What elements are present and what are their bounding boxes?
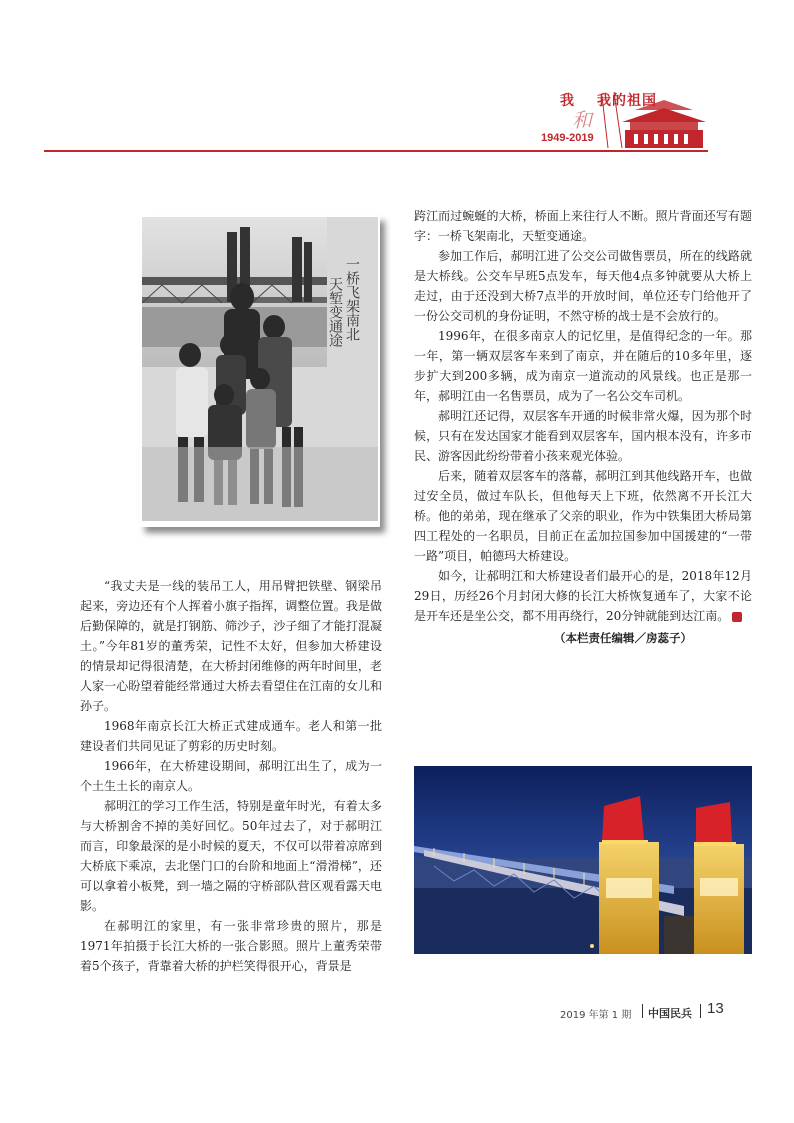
paragraph-last (414, 566, 752, 626)
paragraph: “我丈夫是一线的装吊工人，用吊臂把铁壁、钢梁吊起来，旁边还有个人挥着小旗子指挥，调整位置。我是做后勤保障的，就是打钢筋、筛沙子，沙子细了才能打混凝土。”今年81岁的董秀荣，记性不太好，但参加大桥建设的情景却记得很清楚，在大桥封闭维修的两年时间里，老人家一心盼望着能经常通过大桥去看望住在江南的女儿和孙子。 (80, 579, 382, 713)
page-footer (560, 1000, 760, 1024)
paragraph: 郝明江还记得，双层客车开通的时候非常火爆，因为那个时候，只有在发达国家才能看到双层客车，国内根本没有，许多市民、游客因此纷纷带着小孩来观光体验。 (414, 409, 752, 463)
paragraph: 参加工作后，郝明江进了公交公司做售票员，所在的线路就是大桥线。公交车早班5点发车，每天他4点多钟就要从大桥上走过，由于还没到大桥7点半的开放时间，单位还专门给他开了一份公交司机的身份证明，不然守桥的战士是不会放行的。 (414, 249, 752, 323)
editor-credit: （本栏责任编辑／房蕊子） (554, 631, 692, 645)
footer-divider (642, 1004, 643, 1018)
magazine-name: 中国民兵 (648, 1007, 692, 1020)
column-title-a: 我 (560, 93, 575, 109)
paragraph: 1996年，在很多南京人的记忆里，是值得纪念的一年。那一年，第一辆双层客车来到了南京，并在随后的10多年里，逐步扩大到200多辆，成为南京一道流动的风景线。也正是那一年，郝明江由一名售票员，成为了一名公交车司机。 (414, 329, 752, 403)
article-right-column (414, 206, 752, 648)
column-years: 1949-2019 (541, 132, 594, 144)
paragraph: 郝明江的学习工作生活，特别是童年时光，有着太多与大桥割舍不掉的美好回忆。50年过去了，对于郝明江而言，印象最深的是小时候的夏天，不仅可以带着凉席到大桥底下乘凉，去北堡门口的台阶和地面上“滑滑梯”，还可以拿着小板凳，到一墙之隔的守桥部队营区观看露天电影。 (80, 799, 382, 913)
end-mark-icon (732, 612, 742, 622)
paragraph: 后来，随着双层客车的落幕，郝明江到其他线路开车，也做过安全员，做过车队长，但他每天上下班，依然离不开长江大桥。他的弟弟，现在继承了父亲的职业，作为中铁集团大桥局第四工程处的一名职员，目前正在孟加拉国参加中国援建的“一带一路”项目，帕德玛大桥建设。 (414, 469, 752, 563)
paragraph: 在郝明江的家里，有一张非常珍贵的照片，那是1971年拍摄于长江大桥的一张合影照。照片上董秀荣带着5个孩子，背靠着大桥的护栏笑得很开心，背景是 (80, 919, 382, 973)
column-title-b: 和 (572, 108, 592, 132)
paragraph: 跨江而过蜿蜒的大桥，桥面上来往行人不断。照片背面还写有题字：一桥飞架南北，天堑变通途。 (414, 209, 752, 243)
footer-divider (700, 1004, 701, 1018)
article-left-column (80, 576, 382, 976)
page-number: 13 (707, 1000, 724, 1017)
family-photo (140, 215, 380, 527)
column-title-c: 我的祖国 (597, 93, 657, 109)
paragraph-text: 如今，让郝明江和大桥建设者们最开心的是，2018年12月29日，历经26个月封闭大修的长江大桥恢复通车了，大家不论是开车还是坐公交，都不用再绕行，20分钟就能到达江南。 (414, 569, 752, 623)
svg-text:一桥飞架南北: 一桥飞架南北 (344, 257, 360, 341)
paragraph: 1968年南京长江大桥正式建成通车。老人和第一批建设者们共同见证了剪彩的历史时刻。 (80, 719, 382, 753)
svg-text:天堑变通途: 天堑变通途 (327, 277, 343, 347)
paragraph: 1966年，在大桥建设期间，郝明江出生了，成为一个土生土长的南京人。 (80, 759, 382, 793)
issue-label: 2019 年第 1 期 (560, 1010, 632, 1021)
bridge-night-photo (414, 766, 752, 954)
header-rule (44, 150, 708, 152)
family-photo-image (142, 217, 378, 521)
